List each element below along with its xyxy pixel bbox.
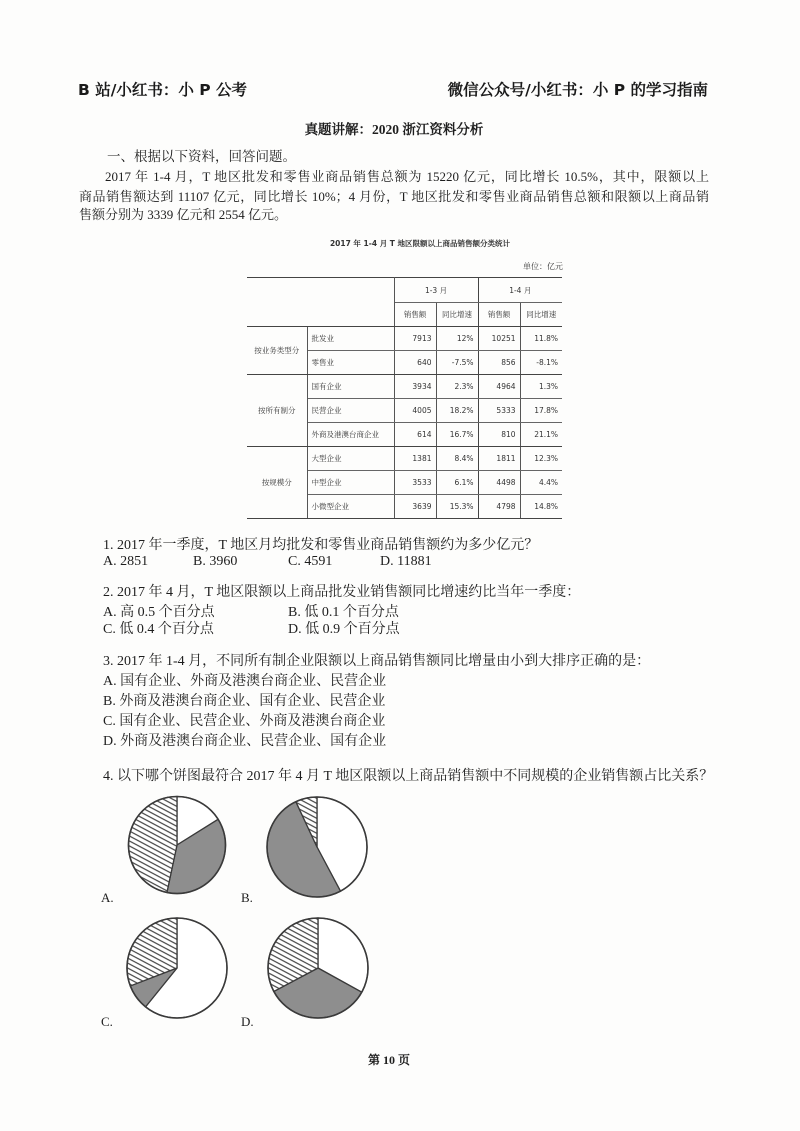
question-1-option-a: A. 2851	[103, 554, 149, 569]
question-3-option-d: D. 外商及港澳台商企业、民营企业、国有企业	[103, 734, 387, 749]
column-header-sales: 销售额	[478, 303, 520, 327]
value-cell: 6.1%	[436, 471, 478, 495]
value-cell: 12%	[436, 327, 478, 351]
question-2-option-d: D. 低 0.9 个百分点	[288, 622, 400, 637]
value-cell: 17.8%	[520, 399, 562, 423]
question-4-option-a-label: A.	[101, 890, 114, 905]
question-3-option-c: C. 国有企业、民营企业、外商及港澳台商企业	[103, 714, 386, 729]
question-1-stem: 1. 2017 年一季度，T 地区月均批发和零售业商品销售额约为多少亿元？	[103, 538, 539, 553]
category-label: 按规模分	[247, 447, 307, 519]
material-paragraph-line-2: 商品销售额达到 11107 亿元，同比增长 10%；4 月份，T 地区批发和零售业商品销售总额和限额以上商品销	[79, 189, 709, 204]
value-cell: -8.1%	[520, 351, 562, 375]
question-3-stem: 3. 2017 年 1-4 月，不同所有制企业限额以上商品销售额同比增量由小到大排序正确的是：	[103, 654, 651, 669]
value-cell: 7913	[394, 327, 436, 351]
column-header-sales: 销售额	[394, 303, 436, 327]
question-2-option-c: C. 低 0.4 个百分点	[103, 622, 214, 637]
table-row	[247, 375, 562, 399]
value-cell: 4964	[478, 375, 520, 399]
category-label: 按所有制分	[247, 375, 307, 447]
question-4-stem: 4. 以下哪个饼图最符合 2017 年 4 月 T 地区限额以上商品销售额中不同规模的企业销售额占比关系？	[103, 769, 714, 784]
value-cell: 10251	[478, 327, 520, 351]
value-cell: 810	[478, 423, 520, 447]
table-unit: 单位：亿元	[523, 262, 563, 271]
question-3-option-a: A. 国有企业、外商及港澳台商企业、民营企业	[103, 674, 387, 689]
document-title: 真题讲解：2020 浙江资料分析	[304, 122, 484, 137]
question-2-stem: 2. 2017 年 4 月，T 地区限额以上商品批发业销售额同比增速约比当年一季度：	[103, 585, 581, 600]
column-group-jan-apr: 1-4 月	[478, 278, 562, 303]
table-corner-cell	[247, 278, 394, 327]
value-cell: 14.8%	[520, 495, 562, 519]
table-title: 2017 年 1-4 月 T 地区限额以上商品销售额分类统计	[329, 239, 511, 248]
column-header-growth: 同比增速	[436, 303, 478, 327]
value-cell: 1381	[394, 447, 436, 471]
table-row	[247, 447, 562, 471]
page-number: 第 10 页	[367, 1053, 410, 1067]
value-cell: 5333	[478, 399, 520, 423]
value-cell: -7.5%	[436, 351, 478, 375]
value-cell: 12.3%	[520, 447, 562, 471]
row-label: 大型企业	[307, 447, 394, 471]
pie-chart-option-d	[266, 916, 370, 1020]
table-row	[247, 327, 562, 351]
value-cell: 1811	[478, 447, 520, 471]
value-cell: 15.3%	[436, 495, 478, 519]
value-cell: 4005	[394, 399, 436, 423]
question-4-option-b-label: B.	[241, 890, 253, 905]
column-group-jan-mar: 1-3 月	[394, 278, 478, 303]
question-1-option-b: B. 3960	[193, 554, 238, 569]
value-cell: 11.8%	[520, 327, 562, 351]
header-left-watermark: B 站/小红书：小 P 公考	[78, 81, 248, 99]
question-1-option-c: C. 4591	[288, 554, 333, 569]
value-cell: 614	[394, 423, 436, 447]
value-cell: 4498	[478, 471, 520, 495]
row-label: 中型企业	[307, 471, 394, 495]
row-label: 小微型企业	[307, 495, 394, 519]
question-4-option-d-label: D.	[241, 1014, 254, 1029]
question-1-option-d: D. 11881	[380, 554, 432, 569]
question-4-option-c-label: C.	[101, 1014, 113, 1029]
material-paragraph-line-1: 2017 年 1-4 月，T 地区批发和零售业商品销售总额为 15220 亿元，同比增长 10.5%，其中，限额以上	[105, 169, 709, 184]
section-intro: 一、根据以下资料，回答问题。	[107, 149, 296, 164]
question-3-option-b: B. 外商及港澳台商企业、国有企业、民营企业	[103, 694, 386, 709]
material-paragraph-line-3: 售额分别为 3339 亿元和 2554 亿元。	[79, 207, 288, 222]
row-label: 批发业	[307, 327, 394, 351]
header-right-watermark: 微信公众号/小红书：小 P 的学习指南	[447, 81, 708, 99]
value-cell: 18.2%	[436, 399, 478, 423]
row-label: 外商及港澳台商企业	[307, 423, 394, 447]
category-label: 按业务类型分	[247, 327, 307, 375]
value-cell: 2.3%	[436, 375, 478, 399]
value-cell: 3639	[394, 495, 436, 519]
pie-chart-option-b	[265, 795, 369, 899]
value-cell: 3533	[394, 471, 436, 495]
value-cell: 8.4%	[436, 447, 478, 471]
value-cell: 21.1%	[520, 423, 562, 447]
value-cell: 640	[394, 351, 436, 375]
row-label: 民营企业	[307, 399, 394, 423]
value-cell: 1.3%	[520, 375, 562, 399]
pie-chart-option-c	[125, 916, 229, 1020]
pie-slice-hatch	[128, 797, 176, 893]
row-label: 国有企业	[307, 375, 394, 399]
value-cell: 856	[478, 351, 520, 375]
value-cell: 4798	[478, 495, 520, 519]
value-cell: 16.7%	[436, 423, 478, 447]
pie-chart-option-a	[125, 793, 229, 897]
table-header-row	[247, 278, 562, 303]
row-label: 零售业	[307, 351, 394, 375]
value-cell: 3934	[394, 375, 436, 399]
question-2-option-b: B. 低 0.1 个百分点	[288, 605, 399, 620]
sales-statistics-table	[247, 277, 562, 519]
column-header-growth: 同比增速	[520, 303, 562, 327]
value-cell: 4.4%	[520, 471, 562, 495]
question-2-option-a: A. 高 0.5 个百分点	[103, 605, 215, 620]
